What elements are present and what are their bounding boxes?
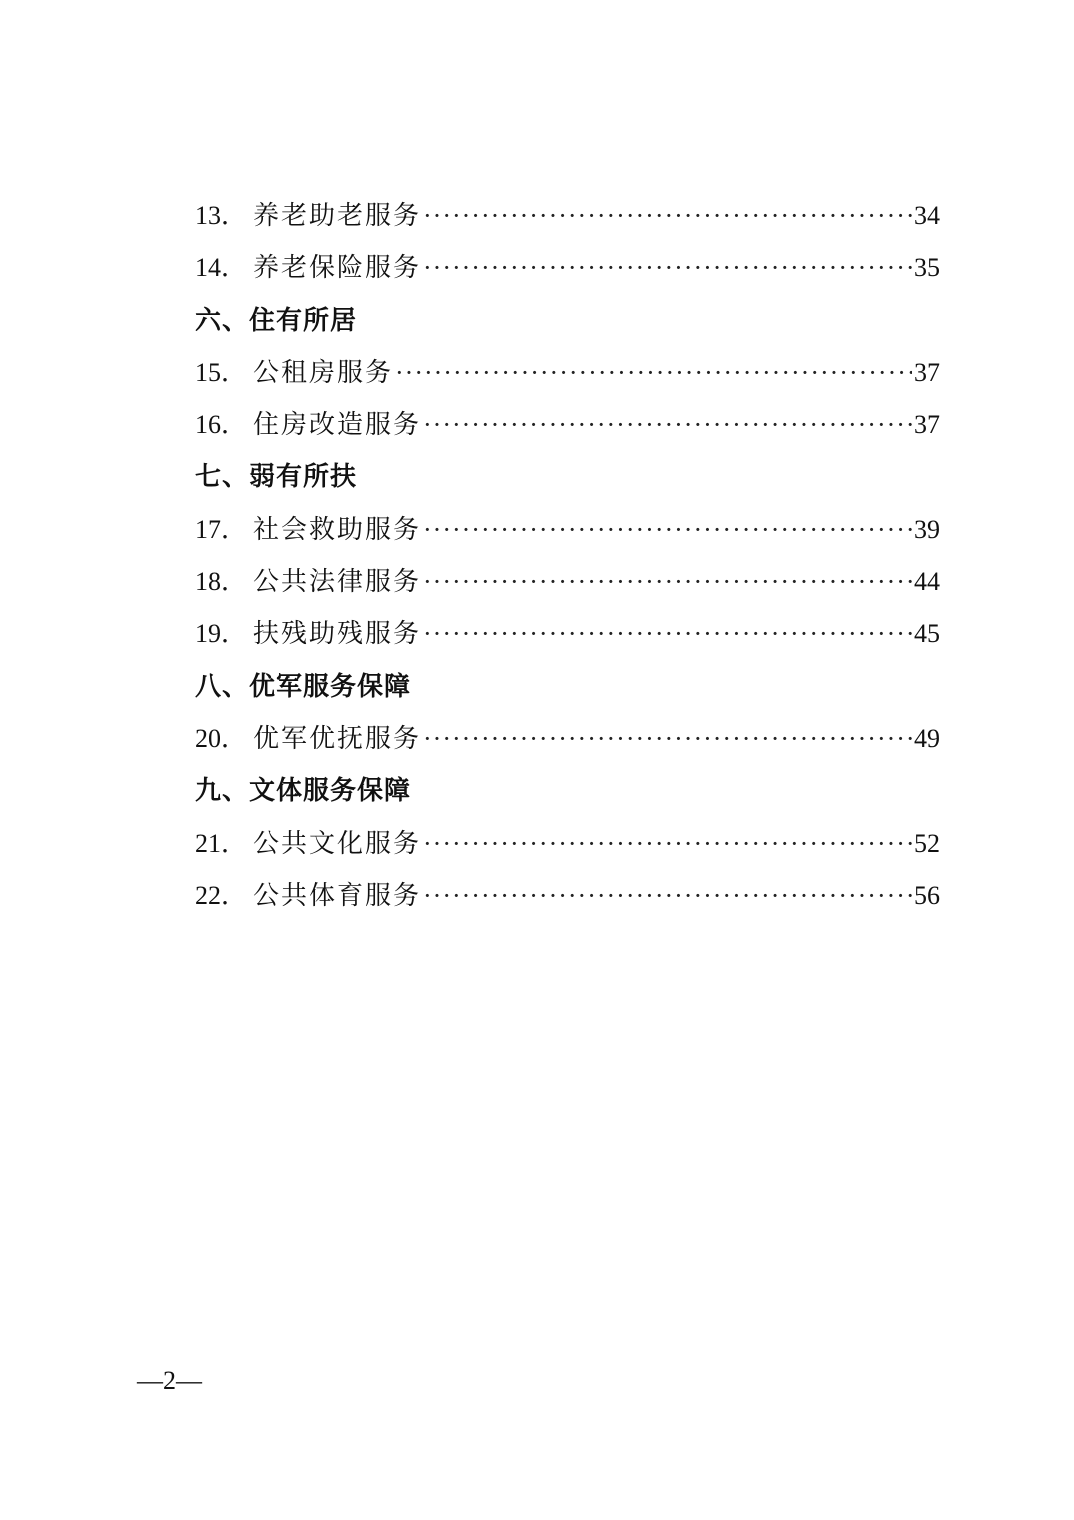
section-title: 七、弱有所扶 xyxy=(195,462,358,493)
entry-number: 15． xyxy=(195,357,248,387)
entry-page-number: 37 xyxy=(914,357,940,387)
entry-number: 16． xyxy=(195,410,248,440)
entry-page-number: 44 xyxy=(914,567,940,597)
entry-number: 17． xyxy=(195,514,248,544)
dot-leader xyxy=(423,608,912,660)
entry-page-number: 37 xyxy=(914,410,940,440)
section-title: 九、文体服务保障 xyxy=(195,776,412,807)
toc-entry xyxy=(195,870,940,922)
toc-section-heading xyxy=(195,765,940,817)
dot-leader xyxy=(423,190,912,242)
entry-page-number: 49 xyxy=(914,723,940,753)
entry-title: 公租房服务 xyxy=(253,357,394,388)
toc-section-heading xyxy=(195,451,940,503)
entry-number: 19． xyxy=(195,619,248,649)
entry-title: 养老保险服务 xyxy=(253,253,422,284)
entry-title: 扶残助残服务 xyxy=(253,619,422,650)
toc-entry xyxy=(195,347,940,399)
page-number-footer: —2— xyxy=(137,1366,202,1395)
entry-title: 公共文化服务 xyxy=(253,828,422,859)
entry-number: 14． xyxy=(195,253,248,283)
entry-number: 18． xyxy=(195,567,248,597)
section-title: 六、住有所居 xyxy=(195,305,358,336)
entry-title: 公共法律服务 xyxy=(253,567,422,598)
dot-leader xyxy=(423,504,912,556)
dot-leader xyxy=(423,818,912,870)
toc-entry xyxy=(195,190,940,242)
table-of-contents xyxy=(195,190,940,922)
entry-title: 优军优抚服务 xyxy=(253,723,422,754)
dot-leader xyxy=(423,870,912,922)
toc-entry xyxy=(195,608,940,660)
section-title: 八、优军服务保障 xyxy=(195,671,412,702)
entry-page-number: 34 xyxy=(914,201,940,230)
dot-leader xyxy=(395,347,912,399)
dot-leader xyxy=(423,399,912,451)
entry-page-number: 56 xyxy=(914,880,940,910)
toc-entry xyxy=(195,713,940,765)
entry-title: 公共体育服务 xyxy=(253,880,422,911)
toc-entry xyxy=(195,504,940,556)
toc-section-heading xyxy=(195,295,940,347)
toc-entry xyxy=(195,242,940,294)
entry-number: 21． xyxy=(195,828,248,858)
toc-section-heading xyxy=(195,661,940,713)
toc-entry xyxy=(195,818,940,870)
entry-title: 社会救助服务 xyxy=(253,514,422,545)
entry-page-number: 35 xyxy=(914,253,940,283)
dot-leader xyxy=(423,242,912,294)
toc-entry xyxy=(195,556,940,608)
entry-page-number: 52 xyxy=(914,828,940,858)
entry-number: 20． xyxy=(195,723,248,753)
toc-entry xyxy=(195,399,940,451)
entry-title: 养老助老服务 xyxy=(253,201,422,231)
dot-leader xyxy=(423,556,912,608)
entry-page-number: 45 xyxy=(914,619,940,649)
dot-leader xyxy=(423,713,912,765)
entry-page-number: 39 xyxy=(914,514,940,544)
entry-title: 住房改造服务 xyxy=(253,410,422,441)
entry-number: 13． xyxy=(195,201,248,230)
entry-number: 22． xyxy=(195,880,248,910)
